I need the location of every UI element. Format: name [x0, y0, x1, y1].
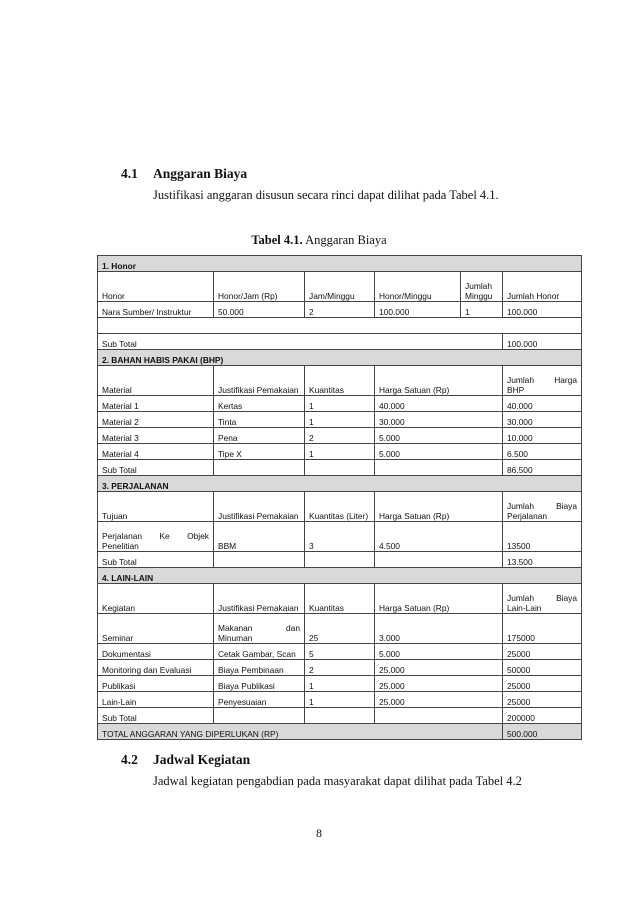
section-title-lain: 4. LAIN-LAIN — [98, 568, 582, 584]
table-cell: 5 — [305, 644, 375, 660]
header-cell: Kegiatan — [98, 584, 214, 614]
table-cell — [98, 522, 214, 552]
table-cell: 25000 — [503, 644, 582, 660]
table-cell: 25.000 — [375, 692, 503, 708]
table-cell: BBM — [214, 522, 305, 552]
table-cell: 30.000 — [375, 412, 503, 428]
table-cell: 3.000 — [375, 614, 503, 644]
table-caption — [0, 233, 638, 248]
table-cell: 30.000 — [503, 412, 582, 428]
table-cell: 5.000 — [375, 428, 503, 444]
empty-cell — [98, 318, 582, 334]
table-cell: 50.000 — [214, 302, 305, 318]
table-cell: 1 — [305, 412, 375, 428]
section-title: Jadwal Kegiatan — [153, 752, 251, 767]
table-cell: Dokumentasi — [98, 644, 214, 660]
header-cell: Justifikasi Pemakaian — [214, 492, 305, 522]
section-number: 4.2 — [121, 752, 138, 767]
table-cell: Material 1 — [98, 396, 214, 412]
header-cell: Kuantitas — [305, 366, 375, 396]
table-cell: Kertas — [214, 396, 305, 412]
table-cell: Lain-Lain — [98, 692, 214, 708]
header-cell: Honor/Jam (Rp) — [214, 272, 305, 302]
section-title-honor: 1. Honor — [98, 256, 582, 272]
header-cell: Honor — [98, 272, 214, 302]
header-cell: Tujuan — [98, 492, 214, 522]
table-cell: 1 — [305, 444, 375, 460]
subtotal-value: 100.000 — [503, 334, 582, 350]
page-number: 8 — [316, 826, 322, 840]
budget-table — [97, 255, 582, 740]
table-cell: 13500 — [503, 522, 582, 552]
table-cell: 1 — [305, 692, 375, 708]
grand-total-row — [98, 724, 582, 740]
table-row — [98, 660, 582, 676]
table-cell: 40.000 — [375, 396, 503, 412]
section-title-perjalanan: 3. PERJALANAN — [98, 476, 582, 492]
table-row — [98, 522, 582, 552]
table-caption-text: Anggaran Biaya — [305, 233, 387, 247]
table-cell: 2 — [305, 302, 375, 318]
section-row-perjalanan — [98, 476, 582, 492]
header-row-lain — [98, 584, 582, 614]
subtotal-value: 13.500 — [503, 552, 582, 568]
table-row — [98, 302, 582, 318]
table-cell: 1 — [461, 302, 503, 318]
table-row — [98, 412, 582, 428]
subtotal-label: Sub Total — [98, 460, 214, 476]
table-cell: 100.000 — [503, 302, 582, 318]
table-cell: 2 — [305, 428, 375, 444]
table-cell: Nara Sumber/ Instruktur — [98, 302, 214, 318]
subtotal-row-perjalanan — [98, 552, 582, 568]
subtotal-row-bhp — [98, 460, 582, 476]
table-row — [98, 396, 582, 412]
empty-cell — [305, 552, 375, 568]
table-cell: Material 2 — [98, 412, 214, 428]
table-cell: Material 3 — [98, 428, 214, 444]
table-cell: 4.500 — [375, 522, 503, 552]
table-row — [98, 676, 582, 692]
table-cell: 5.000 — [375, 444, 503, 460]
section-4-2-text: Jadwal kegiatan pengabdian pada masyarakat dapat dilihat pada Tabel 4.2 — [153, 774, 522, 788]
header-cell: Harga Satuan (Rp) — [375, 584, 503, 614]
section-4-1-heading — [121, 166, 247, 182]
table-cell: Material 4 — [98, 444, 214, 460]
table-row — [98, 428, 582, 444]
header-cell: Honor/Minggu — [375, 272, 461, 302]
header-cell — [503, 492, 582, 522]
subtotal-label: Sub Total — [98, 334, 503, 350]
section-row-bhp — [98, 350, 582, 366]
header-cell-text: Jumlah Harga BHP — [507, 375, 578, 395]
empty-row — [98, 318, 582, 334]
table-cell: Seminar — [98, 614, 214, 644]
table-cell: 175000 — [503, 614, 582, 644]
section-4-2-heading — [121, 752, 250, 768]
table-caption-label: Tabel 4.1. — [251, 233, 303, 247]
subtotal-row-lain — [98, 708, 582, 724]
table-cell: 25 — [305, 614, 375, 644]
empty-cell — [305, 460, 375, 476]
empty-cell — [375, 708, 503, 724]
table-cell: 2 — [305, 660, 375, 676]
header-cell: Kuantitas — [305, 584, 375, 614]
header-cell — [503, 584, 582, 614]
grand-total-value: 500.000 — [503, 724, 582, 740]
section-4-1-text: Justifikasi anggaran disusun secara rinci dapat dilihat pada Tabel 4.1. — [153, 188, 499, 202]
empty-cell — [214, 552, 305, 568]
section-title: Anggaran Biaya — [153, 166, 248, 181]
table-cell: Penyesuaian — [214, 692, 305, 708]
empty-cell — [305, 708, 375, 724]
table-cell: 5.000 — [375, 644, 503, 660]
empty-cell — [375, 460, 503, 476]
table-cell: Biaya Publikasi — [214, 676, 305, 692]
empty-cell — [214, 708, 305, 724]
subtotal-row-honor — [98, 334, 582, 350]
grand-total-label: TOTAL ANGGARAN YANG DIPERLUKAN (RP) — [98, 724, 503, 740]
table-cell: Monitoring dan Evaluasi — [98, 660, 214, 676]
header-cell: Harga Satuan (Rp) — [375, 492, 503, 522]
subtotal-value: 200000 — [503, 708, 582, 724]
table-cell — [214, 614, 305, 644]
empty-cell — [375, 552, 503, 568]
header-cell: Jumlah Minggu — [461, 272, 503, 302]
table-cell: 25000 — [503, 692, 582, 708]
section-title-bhp: 2. BAHAN HABIS PAKAI (BHP) — [98, 350, 582, 366]
table-cell: 25000 — [503, 676, 582, 692]
subtotal-value: 86.500 — [503, 460, 582, 476]
header-row-honor — [98, 272, 582, 302]
header-cell: Kuantitas (Liter) — [305, 492, 375, 522]
table-cell: 10.000 — [503, 428, 582, 444]
table-cell: Publikasi — [98, 676, 214, 692]
table-cell: 3 — [305, 522, 375, 552]
table-cell: Pena — [214, 428, 305, 444]
section-number: 4.1 — [121, 166, 138, 181]
table-cell-text: Makanan dan Minuman — [218, 623, 300, 643]
header-cell: Harga Satuan (Rp) — [375, 366, 503, 396]
header-cell: Jam/Minggu — [305, 272, 375, 302]
table-cell: 1 — [305, 396, 375, 412]
empty-cell — [214, 460, 305, 476]
table-cell: 100.000 — [375, 302, 461, 318]
table-cell: 25.000 — [375, 676, 503, 692]
table-cell: 25.000 — [375, 660, 503, 676]
header-cell: Justifikasi Pemakaian — [214, 366, 305, 396]
subtotal-label: Sub Total — [98, 552, 214, 568]
section-row-honor — [98, 256, 582, 272]
header-cell — [503, 366, 582, 396]
table-cell: 40.000 — [503, 396, 582, 412]
table-cell: Tinta — [214, 412, 305, 428]
table-cell: 1 — [305, 676, 375, 692]
header-row-perjalanan — [98, 492, 582, 522]
table-row — [98, 614, 582, 644]
table-cell: Biaya Pembinaan — [214, 660, 305, 676]
table-cell: Tipe X — [214, 444, 305, 460]
table-cell: 50000 — [503, 660, 582, 676]
header-row-bhp — [98, 366, 582, 396]
header-cell-text: Jumlah Biaya Perjalanan — [507, 501, 578, 521]
table-cell: 6.500 — [503, 444, 582, 460]
table-cell: Cetak Gambar, Scan — [214, 644, 305, 660]
header-cell: Material — [98, 366, 214, 396]
table-cell-text: Perjalanan Ke Objek Penelitian — [102, 531, 209, 551]
subtotal-label: Sub Total — [98, 708, 214, 724]
table-row — [98, 692, 582, 708]
section-row-lain — [98, 568, 582, 584]
header-cell: Jumlah Honor — [503, 272, 582, 302]
header-cell-text: Jumlah Biaya Lain-Lain — [507, 593, 578, 613]
header-cell: Justifikasi Pemakaian — [214, 584, 305, 614]
table-row — [98, 444, 582, 460]
table-row — [98, 644, 582, 660]
